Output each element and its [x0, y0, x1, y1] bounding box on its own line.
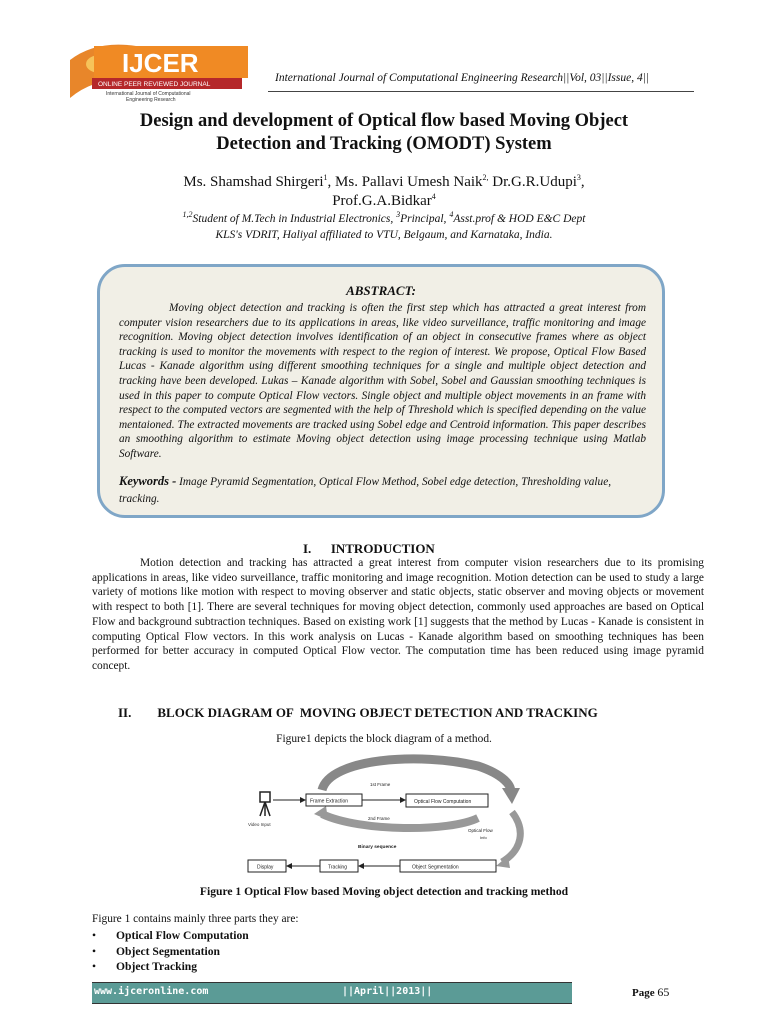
page-label: Page: [632, 987, 655, 999]
figure-intro: Figure1 depicts the block diagram of a method.: [276, 733, 492, 745]
logo-subtitle: ONLINE PEER REVIEWED JOURNAL: [98, 81, 211, 88]
parts-list: [92, 928, 249, 975]
affil-sup-2: 3: [396, 210, 401, 220]
binary-sequence-label: Binary sequence: [358, 845, 397, 850]
paper-title-line-1: Design and development of Optical flow based Moving Object: [139, 111, 629, 131]
paper-title-line-2: Detection and Tracking (OMODT) System: [216, 134, 552, 154]
author-3-sup: 3: [576, 173, 581, 182]
display-label: Display: [257, 864, 274, 871]
page-number-value: 65: [657, 985, 670, 999]
section-1-heading: [303, 541, 435, 557]
optical-flow-info-label-1: Optical Flow: [468, 828, 493, 833]
first-frame-label: 1st Frame: [370, 782, 391, 787]
second-frame-label: 2nd Frame: [368, 816, 390, 821]
abstract-box: [97, 264, 665, 518]
loop-arrowhead-top: [502, 788, 520, 804]
journal-logo: [66, 40, 252, 104]
author-4: Prof.G.A.Bidkar: [332, 193, 432, 209]
affiliation-line-1: [60, 212, 708, 227]
affil-2: Principal,: [400, 213, 450, 225]
introduction-paragraph: Motion detection and tracking has attracted a great interest from computer vision researchers due to its promising applications in areas, like video surveillance, traffic monitoring and image recognition. Motion detection can be used to study a large variety of motions like motion with respect to moving observer and static objects, static observer and moving objects or movement with respect to both [1]. There are several techniques for moving object detection, commonly used approaches are based on Optical Flow and background subtraction techniques. Based on existing work [1] suggests that the method by Lucas - Kanade is consistent in computing Optical Flow vectors. In this work analysis on Lucas - Kanade algorithm based on smoothing techniques has been performed for better accuracy in computed Optical Flow vector. The computation time has been reduced using image pyramid concept.: [92, 557, 704, 672]
video-input-label: Video Input: [248, 822, 271, 827]
affil-sup-1: 1,2: [182, 210, 193, 220]
authors-line-2: [60, 191, 708, 211]
affil-1: Student of M.Tech in Industrial Electronics,: [192, 213, 397, 225]
logo-text: IJCER: [122, 48, 199, 78]
header-divider: [268, 91, 694, 92]
affil-3: Asst.prof & HOD E&C Dept: [453, 213, 586, 225]
list-item: • Optical Flow Computation: [92, 929, 249, 942]
block-diagram: [240, 752, 530, 880]
video-camera-icon: [260, 792, 270, 816]
affil-sup-3: 4: [449, 210, 454, 220]
section-1-title: INTRODUCTION: [330, 541, 435, 556]
author-2: Ms. Pallavi Umesh Naik: [335, 174, 483, 190]
author-2-sup: 2,: [482, 173, 489, 182]
logo-tagline-1: International Journal of Computational: [106, 91, 191, 97]
author-3: Dr.G.R.Udupi: [492, 174, 577, 190]
authors-line-1: Ms. Shamshad Shirgeri$^1$, Ms. Pallavi Umesh Naik$^{2,}$ Dr.G.R.Udupi$^3$,: [183, 173, 585, 190]
keywords: [119, 473, 646, 508]
affiliation-line-2: KLS's VDRIT, Haliyal affiliated to VTU, Belgaum, and Karnataka, India.: [215, 229, 553, 241]
abstract-text: Moving object detection and tracking is often the first step which has attracted a great interest from computer vision researchers due to its applications in areas, like video surveillance, traffic monitoring and image recognition. Moving object detection involves identification of an object in consecutive frames where as object tracking is used to monitor the movements with respect to the region of interest. We propose, Optical Flow Based Lucas - Kanade algorithm using different smoothing techniques for a single and multiple object detection and tracking have been developed. Lukas – Kanade algorithm with Sobel, Sobel and Gaussian smoothing techniques is used in this paper to compute Optical Flow vectors. Single object and multiple object movements in an frame with respect to the computed vectors are segmented with the help of Threshold which is specified depending on the value mentaioned. The extracted movements are tracked using Sobel edge and Centroid information. This paper describes an smoothing algorithm to estimate Moving object detection using image processing technique using Matlab Software.: [119, 302, 646, 460]
logo-tagline-2: Engineering Research: [126, 97, 176, 103]
list-item: • Object Tracking: [92, 960, 198, 974]
abstract-heading: ABSTRACT:: [346, 283, 416, 298]
page-number: [632, 985, 669, 1000]
down-arrow-right: [502, 812, 520, 862]
loop-arrow-top: [322, 759, 511, 794]
frame-extraction-label: Frame Extraction: [310, 798, 349, 805]
keywords-label: Keywords -: [119, 474, 177, 488]
author-1-sup: 1: [323, 173, 328, 182]
section-2-title: BLOCK DIAGRAM OF MOVING OBJECT DETECTION AND TRACKING: [157, 705, 598, 720]
footer-band: [92, 982, 572, 1004]
list-item-label: Object Tracking: [116, 960, 198, 974]
footer-url-link[interactable]: www.ijceronline.com: [94, 986, 209, 997]
tracking-label: Tracking: [328, 864, 347, 871]
section-2-number: II.: [118, 705, 132, 720]
figure-caption: Figure 1 Optical Flow based Moving object detection and tracking method: [199, 885, 569, 898]
author-4-sup: 4: [431, 192, 436, 201]
section-2-heading: [118, 705, 598, 721]
loop-arrow-bottom: [322, 814, 478, 828]
optical-flow-info-label-2: Info: [480, 835, 487, 840]
journal-running-header: International Journal of Computational Engineering Research||Vol, 03||Issue, 4||: [275, 72, 650, 84]
keywords-text: Image Pyramid Segmentation, Optical Flow Method, Sobel edge detection, Thresholding value, tracking.: [119, 476, 612, 505]
author-1: Ms. Shamshad Shirgeri: [183, 174, 324, 190]
footer-date: ||April||2013||: [342, 986, 433, 997]
section-1-number: I.: [303, 541, 312, 556]
optical-flow-computation-label: Optical Flow Computation: [414, 799, 472, 805]
list-item-label: Object Segmentation: [116, 944, 221, 958]
object-segmentation-label: Object Segmentation: [412, 864, 459, 871]
parts-intro: Figure 1 contains mainly three parts they are:: [92, 913, 299, 925]
list-item-label: Optical Flow Computation: [116, 929, 249, 942]
page-footer: [92, 982, 684, 1002]
list-item: • Object Segmentation: [92, 944, 221, 958]
